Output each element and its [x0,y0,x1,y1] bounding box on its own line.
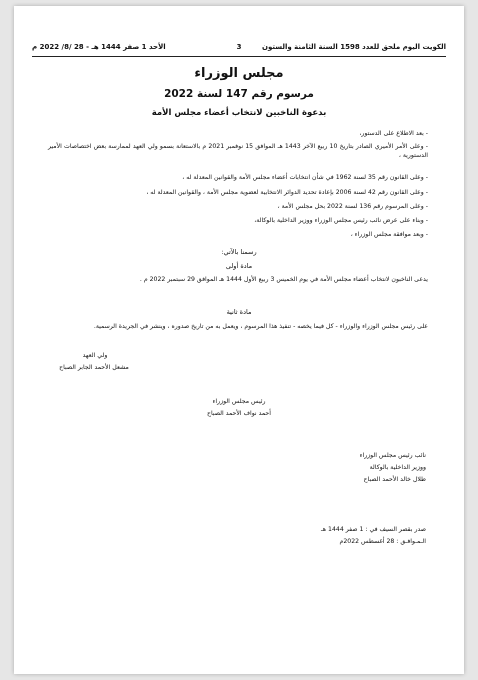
crown-prince-name: مشعل الأحمد الجابر الصباح [59,364,129,371]
preamble-item: - وبعد موافقة مجلس الوزراء ، [350,231,428,238]
prime-minister-title: رئيس مجلس الوزراء [212,398,266,405]
prime-minister-name: أحمد نواف الأحمد الصباح [207,410,271,417]
header-page-number: 3 [236,43,242,51]
preamble-item: - وعلى القانون رقم 42 لسنة 2006 بإعادة تحديد الدوائر الانتخابية لعضوية مجلس الأمة ، والقوانين المعدلة له ، [146,189,428,196]
deputy-name: طلال خالد الأحمد الصباح [363,476,426,483]
decreed-statement: رسمنا بالآتي: [221,248,257,256]
article2-text: على رئيس مجلس الوزراء والوزراء - كل فيما يخصه - تنفيذ هذا المرسوم ، ويعمل به من تاريخ صدوره ، وينشر في الجريدة الرسمية. [93,323,428,330]
preamble-item: - وعلى المرسوم رقم 136 لسنة 2022 بحل مجلس الأمة ، [277,203,428,210]
council-title: مجلس الوزراء [194,66,284,81]
header-date: الأحد 1 صفر 1444 هـ - 28 /8/ 2022 م [32,43,166,51]
header-rule [32,56,446,57]
article2-heading: مادة ثانية [226,308,252,316]
document-page [14,6,464,674]
preamble-item: - وبناء على عرض نائب رئيس مجلس الوزراء ووزير الداخلية بالوكالة، [254,217,428,224]
decree-title: مرسوم رقم 147 لسنة 2022 [164,88,314,100]
preamble-item: - وعلى الأمر الأميري الصادر بتاريخ 10 ربيع الآخر 1443 هـ الموافق 15 نوفمبر 2021 م بالاستعانة بسمو ولي العهد لممارسة بعض اختصاصات الأمير الدستورية ، [48,143,428,159]
deputy-title-line1: نائب رئيس مجلس الوزراء [359,452,426,459]
header-gazette-info: الكويت اليوم ملحق للعدد 1598 السنة الثامنة والستون [261,43,446,51]
issued-gregorian-date: الـمـوافـق : 28 أغسطس 2022م [339,538,426,545]
issued-place-date: صدر بقصر السيف في : 1 صفر 1444 هـ [320,526,426,533]
crown-prince-title: ولي العهد [82,352,108,359]
article1-text: يدعى الناخبون لانتخاب أعضاء مجلس الأمة في يوم الخميس 3 ربيع الأول 1444 هـ الموافق 29 سبتمبر 2022 م . [139,276,428,283]
preamble-item: - وعلى القانون رقم 35 لسنة 1962 في شأن انتخابات أعضاء مجلس الأمة والقوانين المعدلة له ، [182,174,428,181]
deputy-title-line2: ووزير الداخلية بالوكالة [369,464,426,471]
preamble-item: - بعد الاطلاع على الدستور، [359,130,428,137]
decree-subject: بدعوة الناخبين لانتخاب أعضاء مجلس الأمة [151,108,327,118]
article1-heading: مادة أولى [225,262,253,270]
